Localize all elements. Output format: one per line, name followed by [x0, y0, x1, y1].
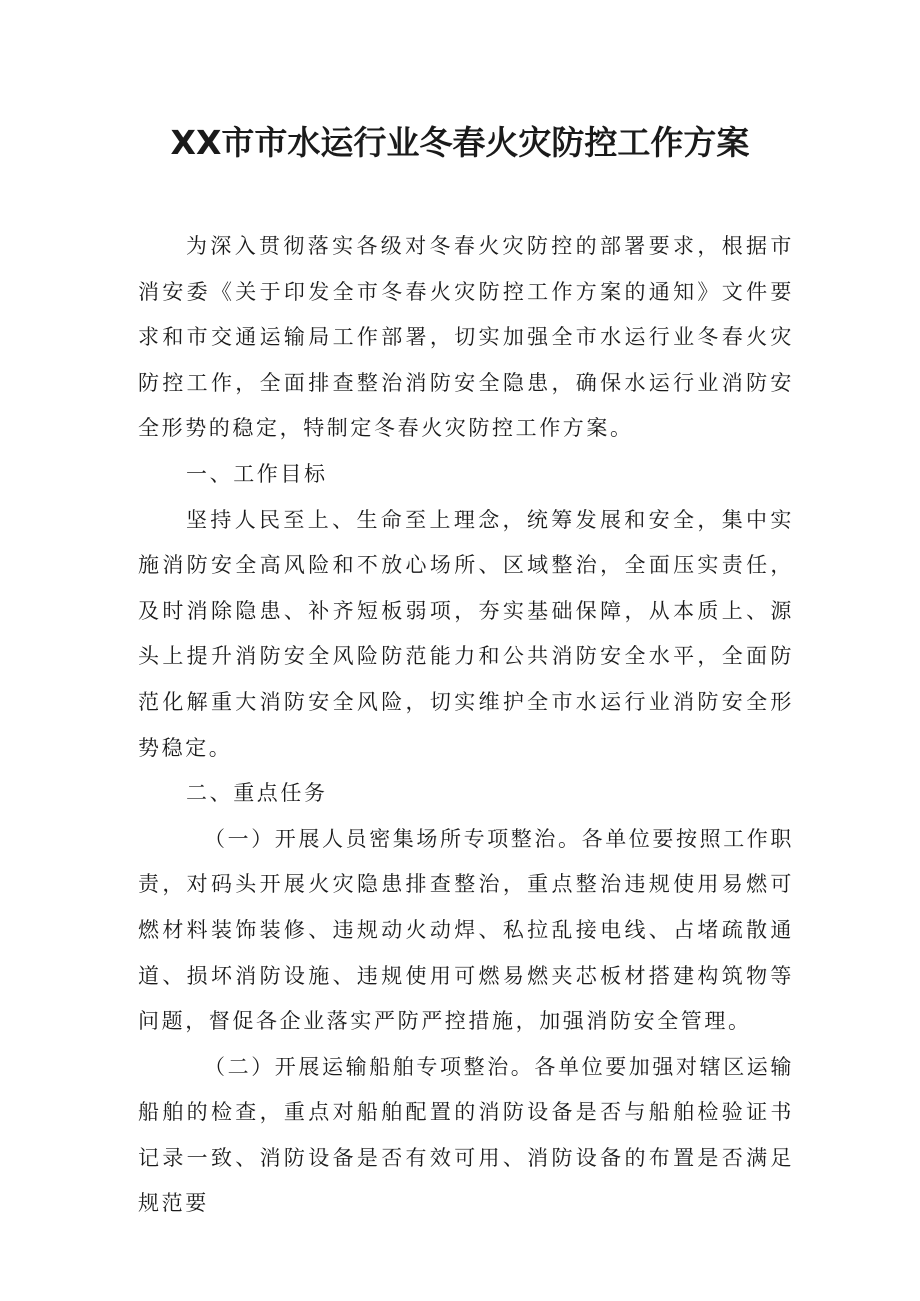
goals-paragraph: 坚持人民至上、生命至上理念，统筹发展和安全，集中实施消防安全高风险和不放心场所、区域整治，全面压实责任，及时消除隐患、补齐短板弱项，夯实基础保障，从本质上、源头上提升消防安全风险防范能力和公共消防安全水平，全面防范化解重大消防安全风险，切实维护全市水运行业消防安全形势稳定。 — [138, 507, 794, 760]
section-heading-tasks: 二、重点任务 — [186, 781, 328, 806]
task-item-1: （一）开展人员密集场所专项整治。各单位要按照工作职责，对码头开展火灾隐患排查整治，重点整治违规使用易燃可燃材料装饰装修、违规动火动焊、私拉乱接电线、占堵疏散通道、损坏消防设施、违规使用可燃易燃夹芯板材搭建构筑物等问题，督促各企业落实严防严控措施，加强消防安全管理。 — [138, 826, 794, 1034]
document-body — [138, 224, 794, 1227]
intro-paragraph: 为深入贯彻落实各级对冬春火灾防控的部署要求，根据市消安委《关于印发全市冬春火灾防控工作方案的通知》文件要求和市交通运输局工作部署，切实加强全市水运行业冬春火灾防控工作，全面排查整治消防安全隐患，确保水运行业消防安全形势的稳定，特制定冬春火灾防控工作方案。 — [138, 234, 794, 441]
document-title: XX市市水运行业冬春火灾防控工作方案 — [170, 123, 750, 162]
section-heading-goals: 一、工作目标 — [186, 461, 328, 486]
task-item-2: （二）开展运输船舶专项整治。各单位要加强对辖区运输船舶的检查，重点对船舶配置的消防设备是否与船舶检验证书记录一致、消防设备是否有效可用、消防设备的布置是否满足规范要 — [138, 1054, 794, 1216]
